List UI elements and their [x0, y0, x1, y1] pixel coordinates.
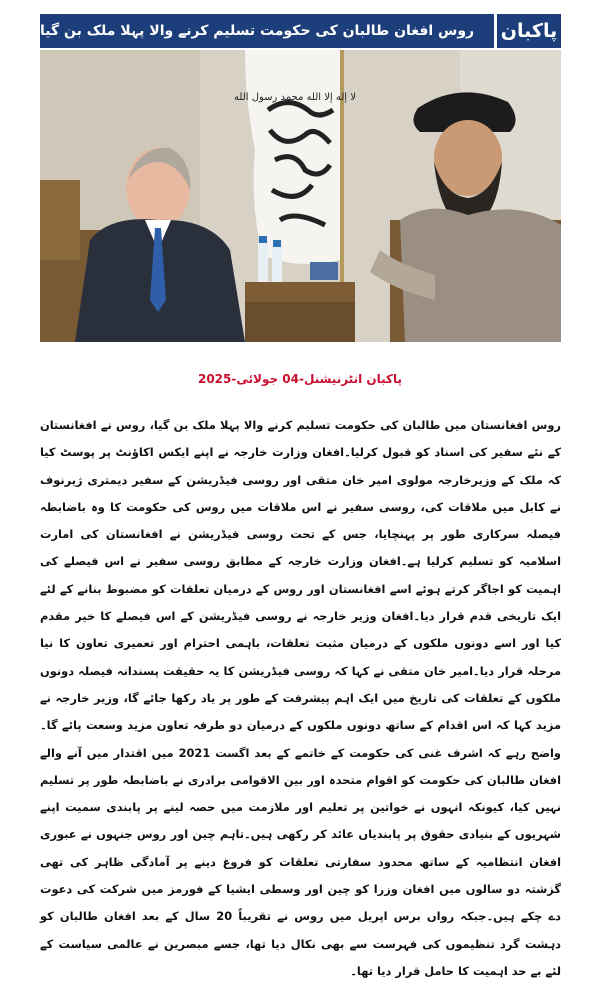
logo-text: پاکبان [500, 20, 558, 42]
meeting-illustration [40, 50, 561, 342]
headline-text: روس افغان طالبان کی حکومت تسلیم کرنے والا پہلا ملک بن گیا [40, 23, 475, 39]
headline-bar [40, 14, 497, 48]
side-table [245, 300, 355, 342]
masthead [40, 14, 561, 48]
tissue-box [310, 262, 338, 280]
water-bottle [258, 242, 268, 282]
water-bottle-2 [272, 246, 282, 282]
pakban-logo [497, 14, 561, 48]
flag-pole [340, 50, 344, 310]
news-photo [40, 50, 561, 342]
flag-calligraphy: لا إله إلا الله محمد رسول الله [234, 92, 356, 103]
dateline: پاکبان انٹرنیشنل-04 جولائی-2025 [197, 372, 403, 386]
article-body: روس افغانستان میں طالبان کی حکومت تسلیم کرنے والا پہلا ملک بن گیا، روس نے افغانستان کے نئے سفیر کی اسناد کو قبول کرلیا۔افغان وزارت خارجہ نے اپنے ایکس اکاؤنٹ پر پوسٹ کیا کہ ملک کے وزیرخارجہ مولوی امیر خان متقی اور روسی فیڈریشن کے سفیر دیمتری ژیرنوف نے کابل میں ملاقات کی، روسی سفیر نے اس ملاقات میں روس کی حکومت کا وہ باضابطہ فیصلہ سرکاری طور پر پہنچایا، جس کے تحت روسی فیڈریشن نے افغانستان کی امارت اسلامیہ کو تسلیم کرلیا ہے۔افغان وزارت خارجہ کے مطابق روسی سفیر نے اس فیصلے کی اہمیت کو اجاگر کرتے ہوئے اسے افغانستان اور روس کے درمیان تعلقات کو مضبوط بنانے کے لئے ایک تاریخی قدم قرار دیا۔افغان وزیر خارجہ نے روسی فیڈریشن کے اس فیصلے کا خیر مقدم کیا اور اسے دونوں ملکوں کے درمیان مثبت تعلقات، باہمی احترام اور تعمیری تعاون کا نیا مرحلہ قرار دیا۔امیر خان متقی نے کہا کہ روسی فیڈریشن کا یہ حقیقت پسندانہ فیصلہ دونوں ملکوں کے تعلقات کی تاریخ میں ایک اہم پیشرفت کے طور پر یاد رکھا جائے گا، وزیر خارجہ نے مزید کہا کہ اس اقدام کے ساتھ دونوں ملکوں کے درمیان دو طرفہ تعاون مزید وسعت پائے گا۔واضح رہے کہ اشرف غنی کی حکومت کے خاتمے کے بعد اگست 2021 میں اقتدار میں آنے والے افغان طالبان کی حکومت کو اقوام متحدہ اور بین الاقوامی برادری نے باضابطہ طور پر تسلیم نہیں کیا، کیونکہ انہوں نے خواتین پر تعلیم اور ملازمت میں حصہ لینے پر پابندی سمیت اپنے شہریوں کے بنیادی حقوق پر پابندیاں عائد کر رکھی ہیں۔تاہم چین اور روس جنہوں نے عبوری افغان انتظامیہ کے ساتھ محدود سفارتی تعلقات کو فروغ دینے پر آمادگی ظاہر کی تھی گزشتہ دو سالوں میں افغان وزرا کو چین اور وسطی ایشیا کے فورمز میں شرکت کی دعوت دے چکے ہیں۔جبکہ رواں برس اپریل میں روس نے تقریباً 20 سال کے بعد افغان طالبان کو دہشت گرد تنظیموں کی فہرست سے بھی نکال دیا تھا، جسے مبصرین نے عالمی سیاست کے لئے بے حد اہمیت کا حامل قرار دیا تھا۔ [40, 418, 562, 978]
